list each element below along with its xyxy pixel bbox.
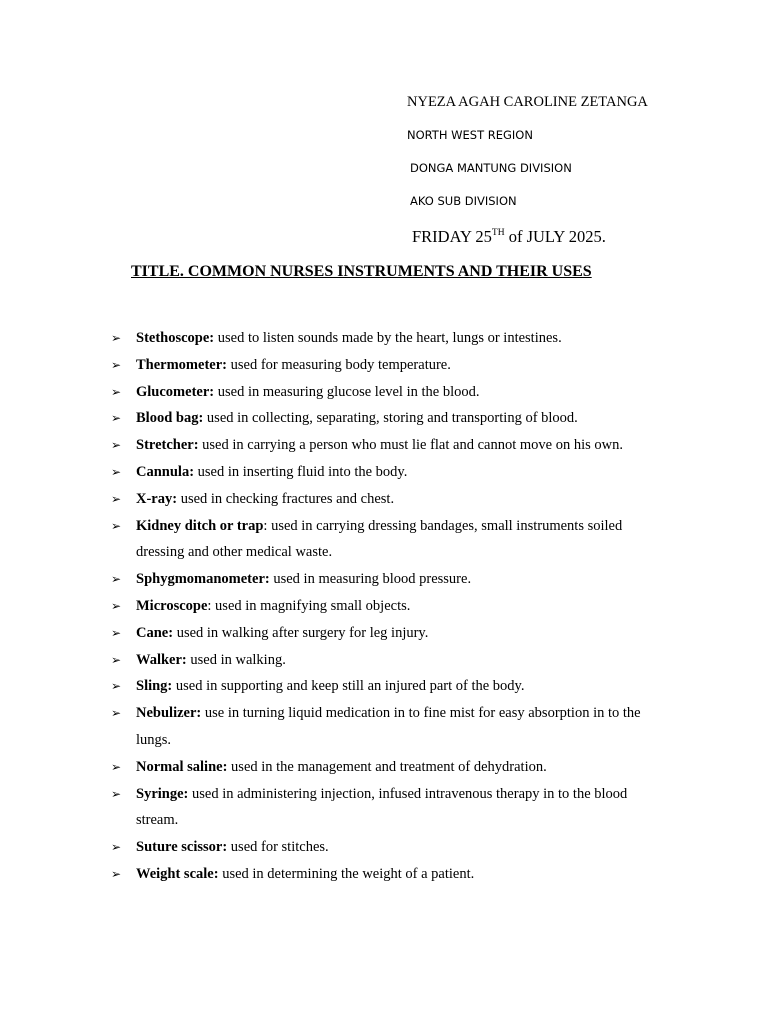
list-item (111, 325, 671, 352)
list-item (111, 781, 671, 835)
instrument-term: Sphygmomanometer: (136, 571, 270, 588)
date-superscript: TH (491, 227, 505, 238)
division-line: DONGA MANTUNG DIVISION (410, 161, 572, 175)
instrument-term: Sling: (136, 678, 173, 695)
instrument-term: Stethoscope: (136, 330, 215, 346)
date-prefix: FRIDAY 25 (412, 227, 492, 246)
list-item (111, 566, 671, 593)
instrument-list (111, 325, 671, 888)
arrow-bullet-icon: ➢ (111, 786, 122, 801)
arrow-bullet-icon: ➢ (111, 652, 122, 667)
instrument-description: used in collecting, separating, storing and transporting of blood. (203, 410, 578, 427)
arrow-bullet-icon: ➢ (111, 706, 122, 721)
instrument-description: use in turning liquid medication in to fine mist for easy absorption in to the lungs. (136, 705, 641, 748)
list-item (111, 593, 671, 620)
list-item (111, 647, 671, 674)
arrow-bullet-icon: ➢ (111, 840, 122, 855)
list-item (111, 673, 671, 700)
instrument-description: used for measuring body temperature. (226, 356, 451, 373)
instrument-description: used in measuring glucose level in the blood. (214, 383, 480, 400)
instrument-term: Cane: (136, 624, 174, 641)
list-item (111, 754, 671, 781)
arrow-bullet-icon: ➢ (111, 331, 122, 345)
instrument-description: used in walking after surgery for leg injury. (173, 624, 429, 641)
instrument-term: Stretcher: (136, 437, 199, 454)
instrument-term: Thermometer: (136, 356, 227, 373)
date-suffix: of JULY 2025. (504, 227, 606, 246)
instrument-description: used in supporting and keep still an injured part of the body. (172, 678, 525, 695)
arrow-bullet-icon: ➢ (111, 518, 122, 533)
arrow-bullet-icon: ➢ (111, 866, 122, 881)
instrument-description: used in the management and treatment of dehydration. (227, 758, 547, 775)
instrument-description: used for stitches. (227, 839, 329, 856)
instrument-term: Blood bag: (136, 410, 204, 427)
instrument-description: : used in magnifying small objects. (207, 597, 411, 614)
instrument-description: used in determining the weight of a patient. (218, 865, 475, 882)
arrow-bullet-icon: ➢ (111, 384, 122, 399)
region-line: NORTH WEST REGION (407, 128, 533, 142)
arrow-bullet-icon: ➢ (111, 759, 122, 774)
instrument-description: : used in carrying dressing bandages, small instruments soiled dressing and other medical waste. (136, 517, 623, 561)
instrument-term: Kidney ditch or trap (136, 517, 264, 534)
list-item (111, 459, 671, 486)
instrument-term: Suture scissor: (136, 839, 228, 856)
instrument-term: Nebulizer: (136, 705, 202, 722)
instrument-description: used in checking fractures and chest. (177, 490, 395, 507)
arrow-bullet-icon: ➢ (111, 572, 122, 587)
list-item (111, 700, 671, 754)
list-item (111, 861, 671, 888)
instrument-term: Glucometer: (136, 383, 215, 400)
instrument-description: used in inserting fluid into the body. (194, 463, 408, 480)
document-title: TITLE. COMMON NURSES INSTRUMENTS AND THEIR USES (131, 263, 592, 280)
instrument-term: Weight scale: (136, 865, 219, 882)
instrument-term: Cannula: (136, 463, 195, 480)
list-item (111, 513, 671, 567)
arrow-bullet-icon: ➢ (111, 438, 122, 453)
instrument-description: used in measuring blood pressure. (269, 571, 472, 588)
list-item (111, 620, 671, 647)
list-item (111, 379, 671, 406)
instrument-description: used in administering injection, infused intravenous therapy in to the blood stream. (136, 785, 628, 829)
instrument-description: used in carrying a person who must lie flat and cannot move on his own. (198, 437, 623, 454)
author-name: NYEZA AGAH CAROLINE ZETANGA (407, 94, 648, 110)
arrow-bullet-icon: ➢ (111, 598, 122, 613)
arrow-bullet-icon: ➢ (111, 491, 122, 506)
list-item (111, 834, 671, 861)
arrow-bullet-icon: ➢ (111, 679, 122, 694)
list-item (111, 352, 671, 379)
instrument-description: used to listen sounds made by the heart, lungs or intestines. (214, 330, 562, 346)
arrow-bullet-icon: ➢ (111, 464, 122, 479)
list-item (111, 432, 671, 459)
arrow-bullet-icon: ➢ (111, 411, 122, 426)
arrow-bullet-icon: ➢ (111, 625, 122, 640)
date-line (412, 227, 606, 247)
list-item (111, 486, 671, 513)
instrument-term: X-ray: (136, 490, 178, 507)
instrument-term: Microscope (136, 597, 208, 614)
arrow-bullet-icon: ➢ (111, 357, 122, 372)
list-item (111, 405, 671, 432)
instrument-term: Walker: (136, 651, 187, 668)
subdivision-line: AKO SUB DIVISION (410, 194, 517, 208)
instrument-term: Normal saline: (136, 758, 228, 775)
instrument-term: Syringe: (136, 785, 189, 802)
instrument-description: used in walking. (186, 651, 286, 668)
